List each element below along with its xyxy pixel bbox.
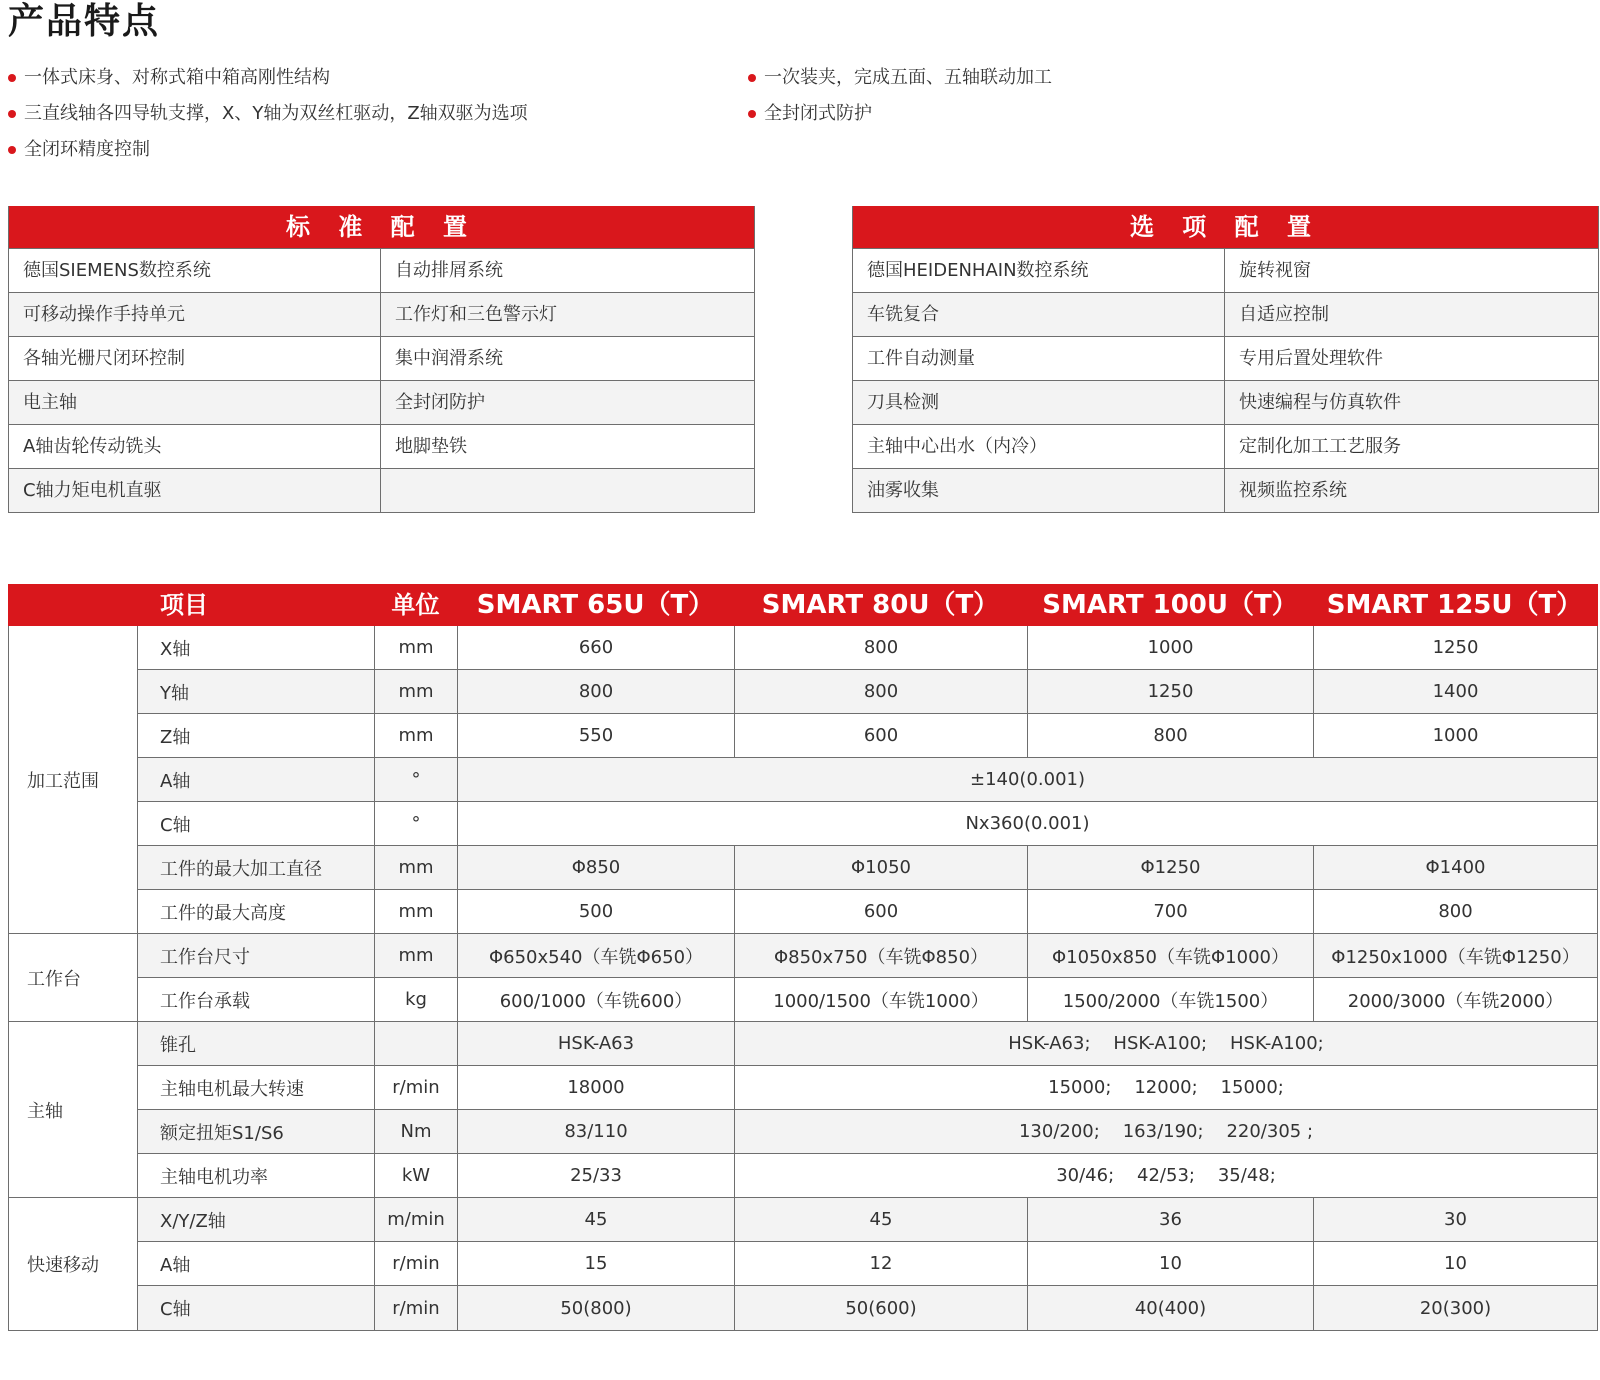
spec-item: Z轴	[138, 714, 375, 758]
spec-item: 额定扭矩S1/S6	[138, 1110, 375, 1154]
optional-config-table	[852, 206, 1599, 513]
spec-unit: mm	[375, 846, 458, 890]
spec-item: 工作台承载	[138, 978, 375, 1022]
spec-value: 12	[735, 1242, 1028, 1286]
config-cell: 视频监控系统	[1239, 480, 1347, 501]
config-row	[853, 380, 1598, 424]
spec-value-merged: 30/46; 42/53; 35/48;	[735, 1154, 1597, 1198]
spec-item: 工件的最大加工直径	[138, 846, 375, 890]
spec-value: 10	[1028, 1242, 1314, 1286]
config-cell: 定制化加工工艺服务	[1239, 436, 1401, 457]
spec-value: 50(600)	[735, 1286, 1028, 1330]
spec-item: C轴	[138, 802, 375, 846]
feature-item	[748, 98, 872, 130]
spec-unit: mm	[375, 934, 458, 978]
config-cell: 地脚垫铁	[395, 436, 467, 457]
config-row	[9, 336, 754, 380]
spec-item: 主轴电机功率	[138, 1154, 375, 1198]
spec-value: 600/1000（车铣600）	[458, 978, 735, 1022]
spec-value: 83/110	[458, 1110, 735, 1154]
spec-item: C轴	[138, 1286, 375, 1330]
spec-value-merged: 15000; 12000; 15000;	[735, 1066, 1597, 1110]
spec-header	[8, 584, 1598, 626]
spec-value: 800	[1314, 890, 1597, 934]
spec-value: 660	[458, 626, 735, 670]
header-model: SMART 125U（T）	[1326, 590, 1583, 620]
feature-item	[8, 134, 150, 166]
standard-config-title: 标 准 配 置	[9, 206, 754, 248]
feature-item	[8, 98, 528, 130]
spec-value-merged: 130/200; 163/190; 220/305 ;	[735, 1110, 1597, 1154]
spec-value: 1250	[1314, 626, 1597, 670]
config-row	[9, 424, 754, 468]
spec-grid	[8, 626, 1598, 1331]
config-cell: 快速编程与仿真软件	[1239, 392, 1401, 413]
spec-value: 1000/1500（车铣1000）	[735, 978, 1028, 1022]
spec-value: 500	[458, 890, 735, 934]
spec-item: Y轴	[138, 670, 375, 714]
config-cell: 旋转视窗	[1239, 260, 1311, 281]
feature-item	[748, 62, 1052, 94]
config-row	[853, 468, 1598, 512]
spec-unit: mm	[375, 714, 458, 758]
config-cell: 电主轴	[9, 381, 381, 424]
spec-unit: m/min	[375, 1198, 458, 1242]
spec-value: HSK-A63	[458, 1022, 735, 1066]
spec-item: 锥孔	[138, 1022, 375, 1066]
spec-value: Φ1050x850（车铣Φ1000）	[1028, 934, 1314, 978]
header-model: SMART 65U（T）	[476, 590, 715, 620]
spec-value: 18000	[458, 1066, 735, 1110]
config-row	[9, 248, 754, 292]
spec-value: 1400	[1314, 670, 1597, 714]
config-cell: 刀具检测	[853, 381, 1225, 424]
page-title: 产品特点	[8, 1, 161, 42]
spec-item: 工件的最大高度	[138, 890, 375, 934]
header-item: 项目	[160, 591, 208, 619]
bullet-icon	[748, 110, 756, 118]
config-row	[853, 292, 1598, 336]
config-cell	[381, 469, 754, 512]
spec-unit: mm	[375, 670, 458, 714]
spec-value: Φ1250x1000（车铣Φ1250）	[1314, 934, 1597, 978]
standard-config-table	[8, 206, 755, 513]
spec-value: 600	[735, 890, 1028, 934]
config-cell: 全封闭防护	[395, 392, 485, 413]
spec-value: 1000	[1314, 714, 1597, 758]
config-row	[853, 424, 1598, 468]
bullet-icon	[8, 74, 16, 82]
spec-value: 45	[735, 1198, 1028, 1242]
spec-value: 10	[1314, 1242, 1597, 1286]
spec-value: Φ650x540（车铣Φ650）	[458, 934, 735, 978]
feature-text: 全闭环精度控制	[24, 139, 150, 160]
config-row	[9, 380, 754, 424]
spec-value: 2000/3000（车铣2000）	[1314, 978, 1597, 1022]
spec-item: A轴	[138, 758, 375, 802]
spec-unit: kg	[375, 978, 458, 1022]
config-row	[853, 248, 1598, 292]
config-row	[853, 336, 1598, 380]
spec-unit	[375, 1022, 458, 1066]
spec-unit: r/min	[375, 1066, 458, 1110]
spec-value: 45	[458, 1198, 735, 1242]
spec-value: 800	[735, 626, 1028, 670]
spec-value: 800	[1028, 714, 1314, 758]
feature-list	[0, 62, 1600, 172]
spec-value: Φ1250	[1028, 846, 1314, 890]
spec-value: 50(800)	[458, 1286, 735, 1330]
spec-unit: kW	[375, 1154, 458, 1198]
spec-value: 800	[458, 670, 735, 714]
config-cell: 油雾收集	[853, 469, 1225, 512]
config-cell: 工作灯和三色警示灯	[395, 304, 557, 325]
spec-unit: °	[375, 802, 458, 846]
spec-unit: °	[375, 758, 458, 802]
optional-config-title: 选 项 配 置	[853, 206, 1598, 248]
spec-value: 20(300)	[1314, 1286, 1597, 1330]
header-unit: 单位	[391, 591, 440, 619]
header-model: SMART 80U（T）	[761, 590, 1000, 620]
spec-item: X/Y/Z轴	[138, 1198, 375, 1242]
group-label: 快速移动	[9, 1198, 138, 1330]
header-model: SMART 100U（T）	[1042, 590, 1298, 620]
config-cell: 自动排屑系统	[395, 260, 503, 281]
spec-unit: Nm	[375, 1110, 458, 1154]
spec-unit: mm	[375, 890, 458, 934]
spec-item: A轴	[138, 1242, 375, 1286]
config-cell: 自适应控制	[1239, 304, 1329, 325]
spec-item: 主轴电机最大转速	[138, 1066, 375, 1110]
feature-item	[8, 62, 330, 94]
spec-unit: r/min	[375, 1286, 458, 1330]
spec-value: 1250	[1028, 670, 1314, 714]
feature-text: 全封闭式防护	[764, 103, 872, 124]
spec-value: 1500/2000（车铣1500）	[1028, 978, 1314, 1022]
spec-value: Φ850x750（车铣Φ850）	[735, 934, 1028, 978]
spec-value: 30	[1314, 1198, 1597, 1242]
bullet-icon	[748, 74, 756, 82]
group-label: 加工范围	[9, 626, 138, 934]
spec-value: 25/33	[458, 1154, 735, 1198]
spec-value: 1000	[1028, 626, 1314, 670]
spec-value: 15	[458, 1242, 735, 1286]
spec-value: 700	[1028, 890, 1314, 934]
config-cell: 可移动操作手持单元	[9, 293, 381, 336]
config-row	[9, 292, 754, 336]
config-cell: 德国SIEMENS数控系统	[9, 249, 381, 292]
spec-item: X轴	[138, 626, 375, 670]
config-cell: 专用后置处理软件	[1239, 348, 1383, 369]
group-label: 工作台	[9, 934, 138, 1022]
spec-value: 36	[1028, 1198, 1314, 1242]
group-label: 主轴	[9, 1022, 138, 1198]
config-cell: 德国HEIDENHAIN数控系统	[853, 249, 1225, 292]
feature-text: 一体式床身、对称式箱中箱高刚性结构	[24, 67, 330, 88]
spec-unit: r/min	[375, 1242, 458, 1286]
config-cell: 各轴光栅尺闭环控制	[9, 337, 381, 380]
spec-value: 800	[735, 670, 1028, 714]
spec-value: 550	[458, 714, 735, 758]
spec-value-merged: HSK-A63; HSK-A100; HSK-A100;	[735, 1022, 1597, 1066]
spec-value: Φ850	[458, 846, 735, 890]
spec-value: Φ1050	[735, 846, 1028, 890]
spec-item: 工作台尺寸	[138, 934, 375, 978]
config-cell: C轴力矩电机直驱	[9, 469, 381, 512]
bullet-icon	[8, 110, 16, 118]
feature-text: 三直线轴各四导轨支撑，X、Y轴为双丝杠驱动，Z轴双驱为选项	[24, 103, 528, 124]
spec-value: 40(400)	[1028, 1286, 1314, 1330]
spec-value-merged: Nx360(0.001)	[458, 802, 1597, 846]
config-row	[9, 468, 754, 512]
bullet-icon	[8, 146, 16, 154]
config-cell: 工件自动测量	[853, 337, 1225, 380]
spec-value: Φ1400	[1314, 846, 1597, 890]
config-cell: A轴齿轮传动铣头	[9, 425, 381, 468]
spec-value: 600	[735, 714, 1028, 758]
spec-value-merged: ±140(0.001)	[458, 758, 1597, 802]
config-cell: 集中润滑系统	[395, 348, 503, 369]
config-cell: 主轴中心出水（内冷）	[853, 425, 1225, 468]
config-cell: 车铣复合	[853, 293, 1225, 336]
spec-unit: mm	[375, 626, 458, 670]
feature-text: 一次装夹，完成五面、五轴联动加工	[764, 67, 1052, 88]
